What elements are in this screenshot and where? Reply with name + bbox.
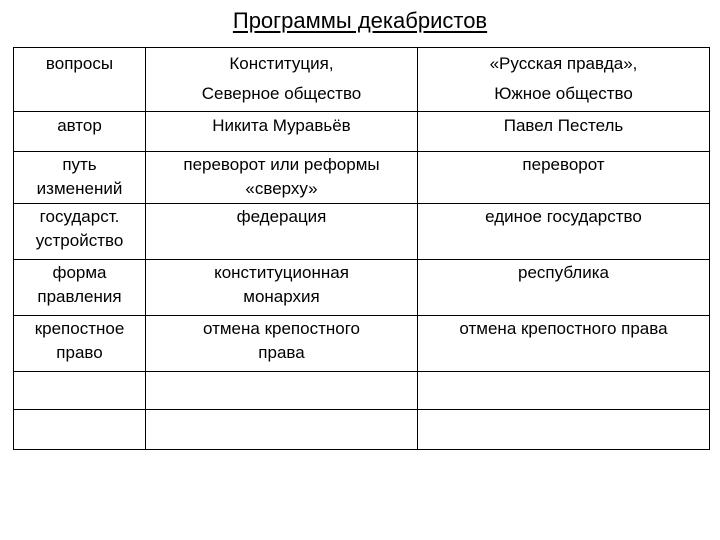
southern-line: Павел Пестель	[503, 116, 624, 135]
northern-cell	[146, 112, 418, 152]
northern-line: монархия	[243, 287, 320, 306]
table-row-author	[14, 112, 710, 152]
table-header-row	[14, 48, 710, 112]
southern-line: единое государство	[485, 207, 642, 226]
table-row-empty	[14, 410, 710, 450]
table-row-state-structure	[14, 204, 710, 260]
question-line: изменений	[36, 179, 123, 198]
table-row-serfdom	[14, 316, 710, 372]
southern-cell	[418, 204, 710, 260]
question-cell	[14, 260, 146, 316]
northern-line: права	[258, 343, 305, 362]
question-line: крепостное	[34, 319, 125, 338]
southern-cell	[418, 152, 710, 204]
question-line: государст.	[39, 207, 120, 226]
empty-cell	[14, 410, 146, 450]
page-title-text: Программы декабристов	[232, 8, 488, 33]
northern-line: переворот или реформы	[183, 155, 380, 174]
northern-line: «сверху»	[245, 179, 318, 198]
question-cell	[14, 152, 146, 204]
table-row-empty	[14, 372, 710, 410]
page-title	[0, 6, 720, 36]
table-row-path-of-change	[14, 152, 710, 204]
southern-line: отмена крепостного права	[459, 319, 668, 338]
header-southern-line-2: Южное общество	[494, 84, 633, 103]
question-line: путь	[62, 155, 97, 174]
southern-cell	[418, 316, 710, 372]
question-cell	[14, 204, 146, 260]
northern-cell	[146, 316, 418, 372]
northern-line: отмена крепостного	[203, 319, 360, 338]
header-cell-questions	[14, 48, 146, 112]
northern-cell	[146, 260, 418, 316]
northern-line: федерация	[236, 207, 327, 226]
northern-cell	[146, 152, 418, 204]
northern-cell	[146, 204, 418, 260]
header-southern-line-1: «Русская правда»,	[489, 54, 638, 73]
question-line: форма	[52, 263, 107, 282]
question-cell	[14, 112, 146, 152]
empty-cell	[14, 372, 146, 410]
question-line: правления	[37, 287, 122, 306]
decembrist-programs-table	[13, 47, 710, 450]
header-cell-southern-society	[418, 48, 710, 112]
question-cell	[14, 316, 146, 372]
header-cell-northern-society	[146, 48, 418, 112]
empty-cell	[146, 410, 418, 450]
northern-line: конституционная	[214, 263, 349, 282]
header-northern-line-2: Северное общество	[201, 84, 362, 103]
question-line: устройство	[35, 231, 124, 250]
southern-line: республика	[518, 263, 609, 282]
southern-line: переворот	[522, 155, 605, 174]
question-line: право	[56, 343, 103, 362]
northern-line: Никита Муравьёв	[212, 116, 351, 135]
empty-cell	[146, 372, 418, 410]
header-questions-label: вопросы	[45, 54, 114, 73]
southern-cell	[418, 112, 710, 152]
header-northern-line-1: Конституция,	[229, 54, 334, 73]
empty-cell	[418, 410, 710, 450]
empty-cell	[418, 372, 710, 410]
southern-cell	[418, 260, 710, 316]
table-row-form-of-government	[14, 260, 710, 316]
question-line: автор	[57, 116, 102, 135]
